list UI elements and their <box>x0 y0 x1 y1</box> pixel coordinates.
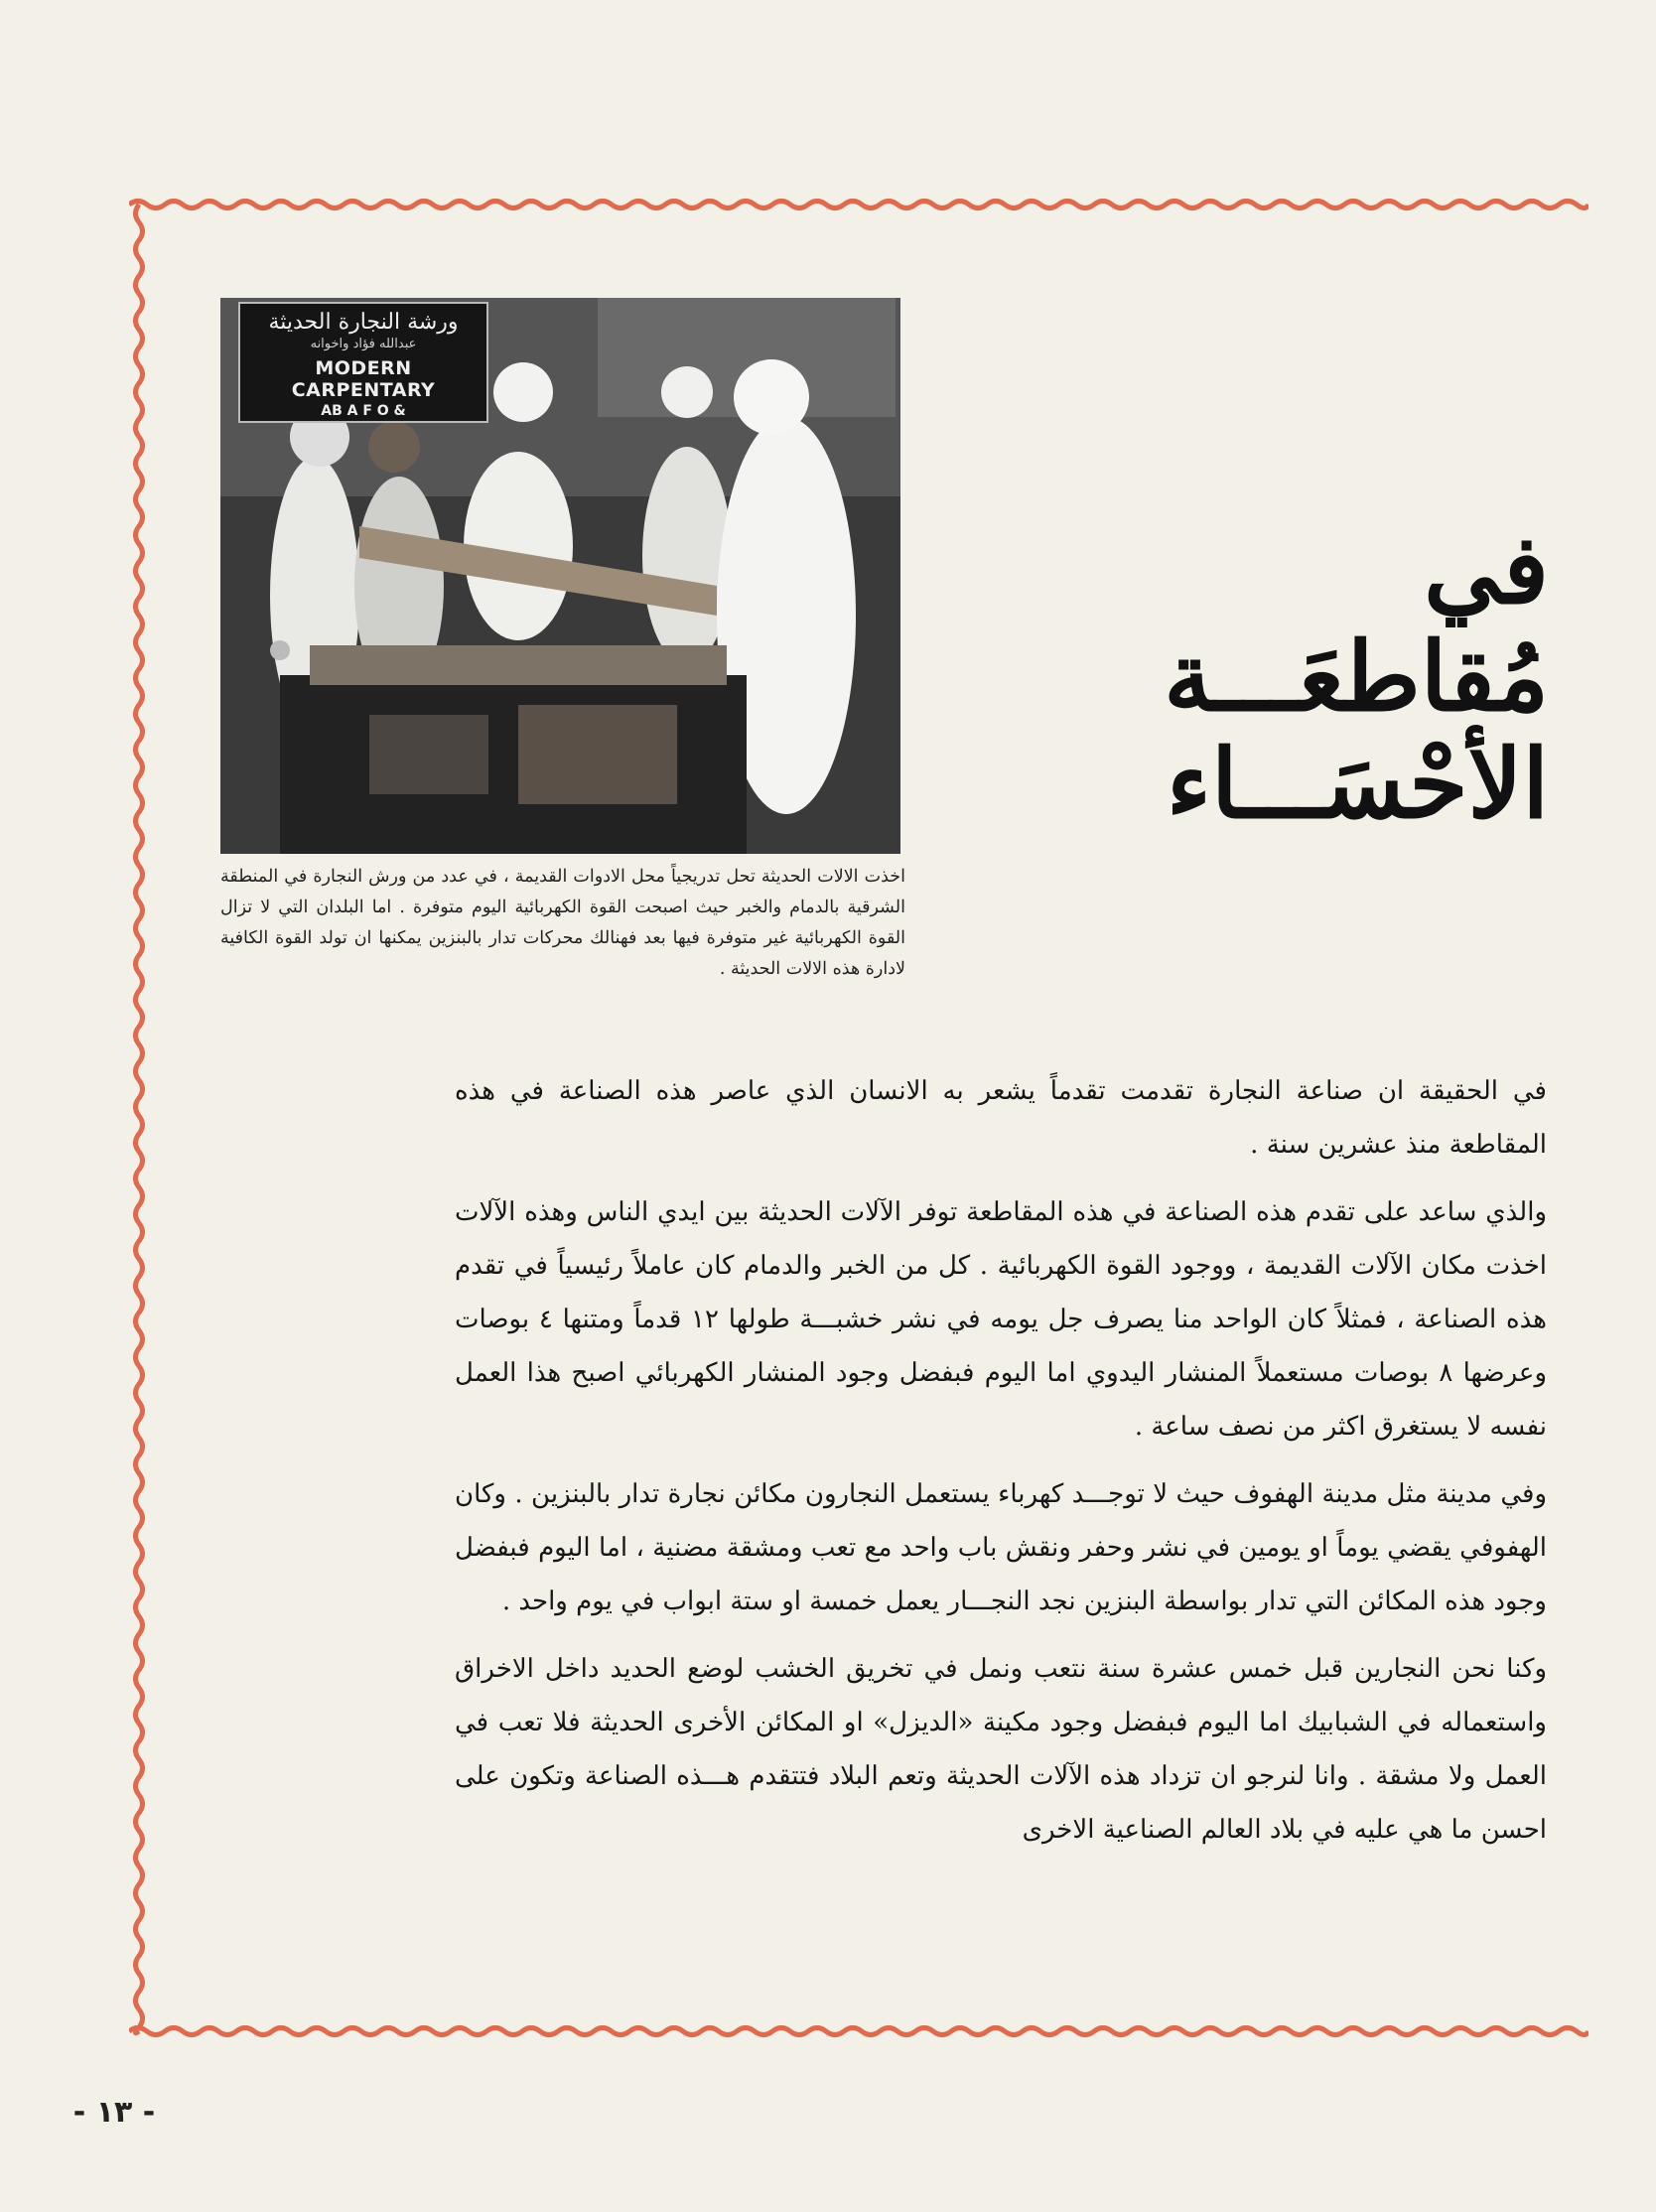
sign-arabic-small-text: عبدالله فؤاد واخوانه <box>310 337 417 351</box>
sign-arabic-text: ورشة النجارة الحديثة <box>268 310 459 335</box>
body-paragraph-3: وفي مدينة مثل مدينة الهفوف حيث لا توجـــد كهرباء يستعمل النجارون مكائن نجارة تدار بالبنزين . وكان الهفوفي يقضي يوماً او يومين في نشر وحفر ونقش باب واحد مع تعب ومشقة مضنية ، اما اليوم فبفضل وجود هذه المكائن التي تدار بواسطة البنزين نجد النجـــار يعمل خمسة او ستة ابواب في يوم واحد . <box>455 1479 1547 1616</box>
workshop-photo <box>220 298 900 854</box>
page-number: - ١٣ - <box>72 2095 156 2130</box>
title-line-3: الأحْسَـــاء <box>1166 728 1549 840</box>
photo-caption: اخذت الالات الحديثة تحل تدريجياً محل الادوات القديمة ، في عدد من ورش النجارة في المنطقة الشرقية بالدمام والخبر حيث اصبحت القوة الكهربائية اليوم متوفرة . اما البلدان التي لا تزال القوة الكهربائية غير متوفرة فيها بعد فهنالك محركات تدار بالبنزين يمكنها ان تولد القوة الكافية لادارة هذه الالات الحديثة . <box>220 867 905 979</box>
body-paragraph-1: في الحقيقة ان صناعة النجارة تقدمت تقدماً يشعر به الانسان الذي عاصر هذه الصناعة في هذه المقاطعة منذ عشرين سنة . <box>455 1076 1547 1160</box>
title-line-2: مُقاطعَـــة <box>1164 621 1549 733</box>
article-body <box>455 1064 1547 1870</box>
sign-english-small-text: AB A F O & <box>321 403 406 419</box>
workshop-sign <box>238 302 488 423</box>
article-title <box>1102 513 1549 840</box>
body-paragraph-4: وكنا نحن النجارين قبل خمس عشرة سنة نتعب ونمل في تخريق الخشب لوضع الحديد داخل الاخراق واستعماله في الشبابيك اما اليوم فبفضل وجود مكينة «الديزل» او المكائن الأخرى الحديثة فلا تعب في العمل ولا مشقة . وانا لنرجو ان تزداد هذه الآلات الحديثة وتعم البلاد فتتقدم هـــذه الصناعة وتكون على احسن ما هي عليه في بلاد العالم الصناعية الاخرى <box>455 1654 1547 1845</box>
body-paragraph-2: والذي ساعد على تقدم هذه الصناعة في هذه المقاطعة توفر الآلات الحديثة بين ايدي الناس وهذه الآلات اخذت مكان الآلات القديمة ، ووجود القوة الكهربائية . كل من الخبر والدمام كان عاملاً رئيسياً في تقدم هذه الصناعة ، فمثلاً كان الواحد منا يصرف جل يومه في نشر خشبـــة طولها ١٢ قدماً ومتنها ٤ بوصات وعرضها ٨ بوصات مستعملاً المنشار اليدوي اما اليوم فبفضل وجود المنشار الكهربائي اصبح هذا العمل نفسه لا يستغرق اكثر من نصف ساعة . <box>455 1197 1547 1442</box>
sign-english-text: MODERN CARPENTARY <box>291 357 436 401</box>
title-line-1: في <box>1424 513 1549 625</box>
